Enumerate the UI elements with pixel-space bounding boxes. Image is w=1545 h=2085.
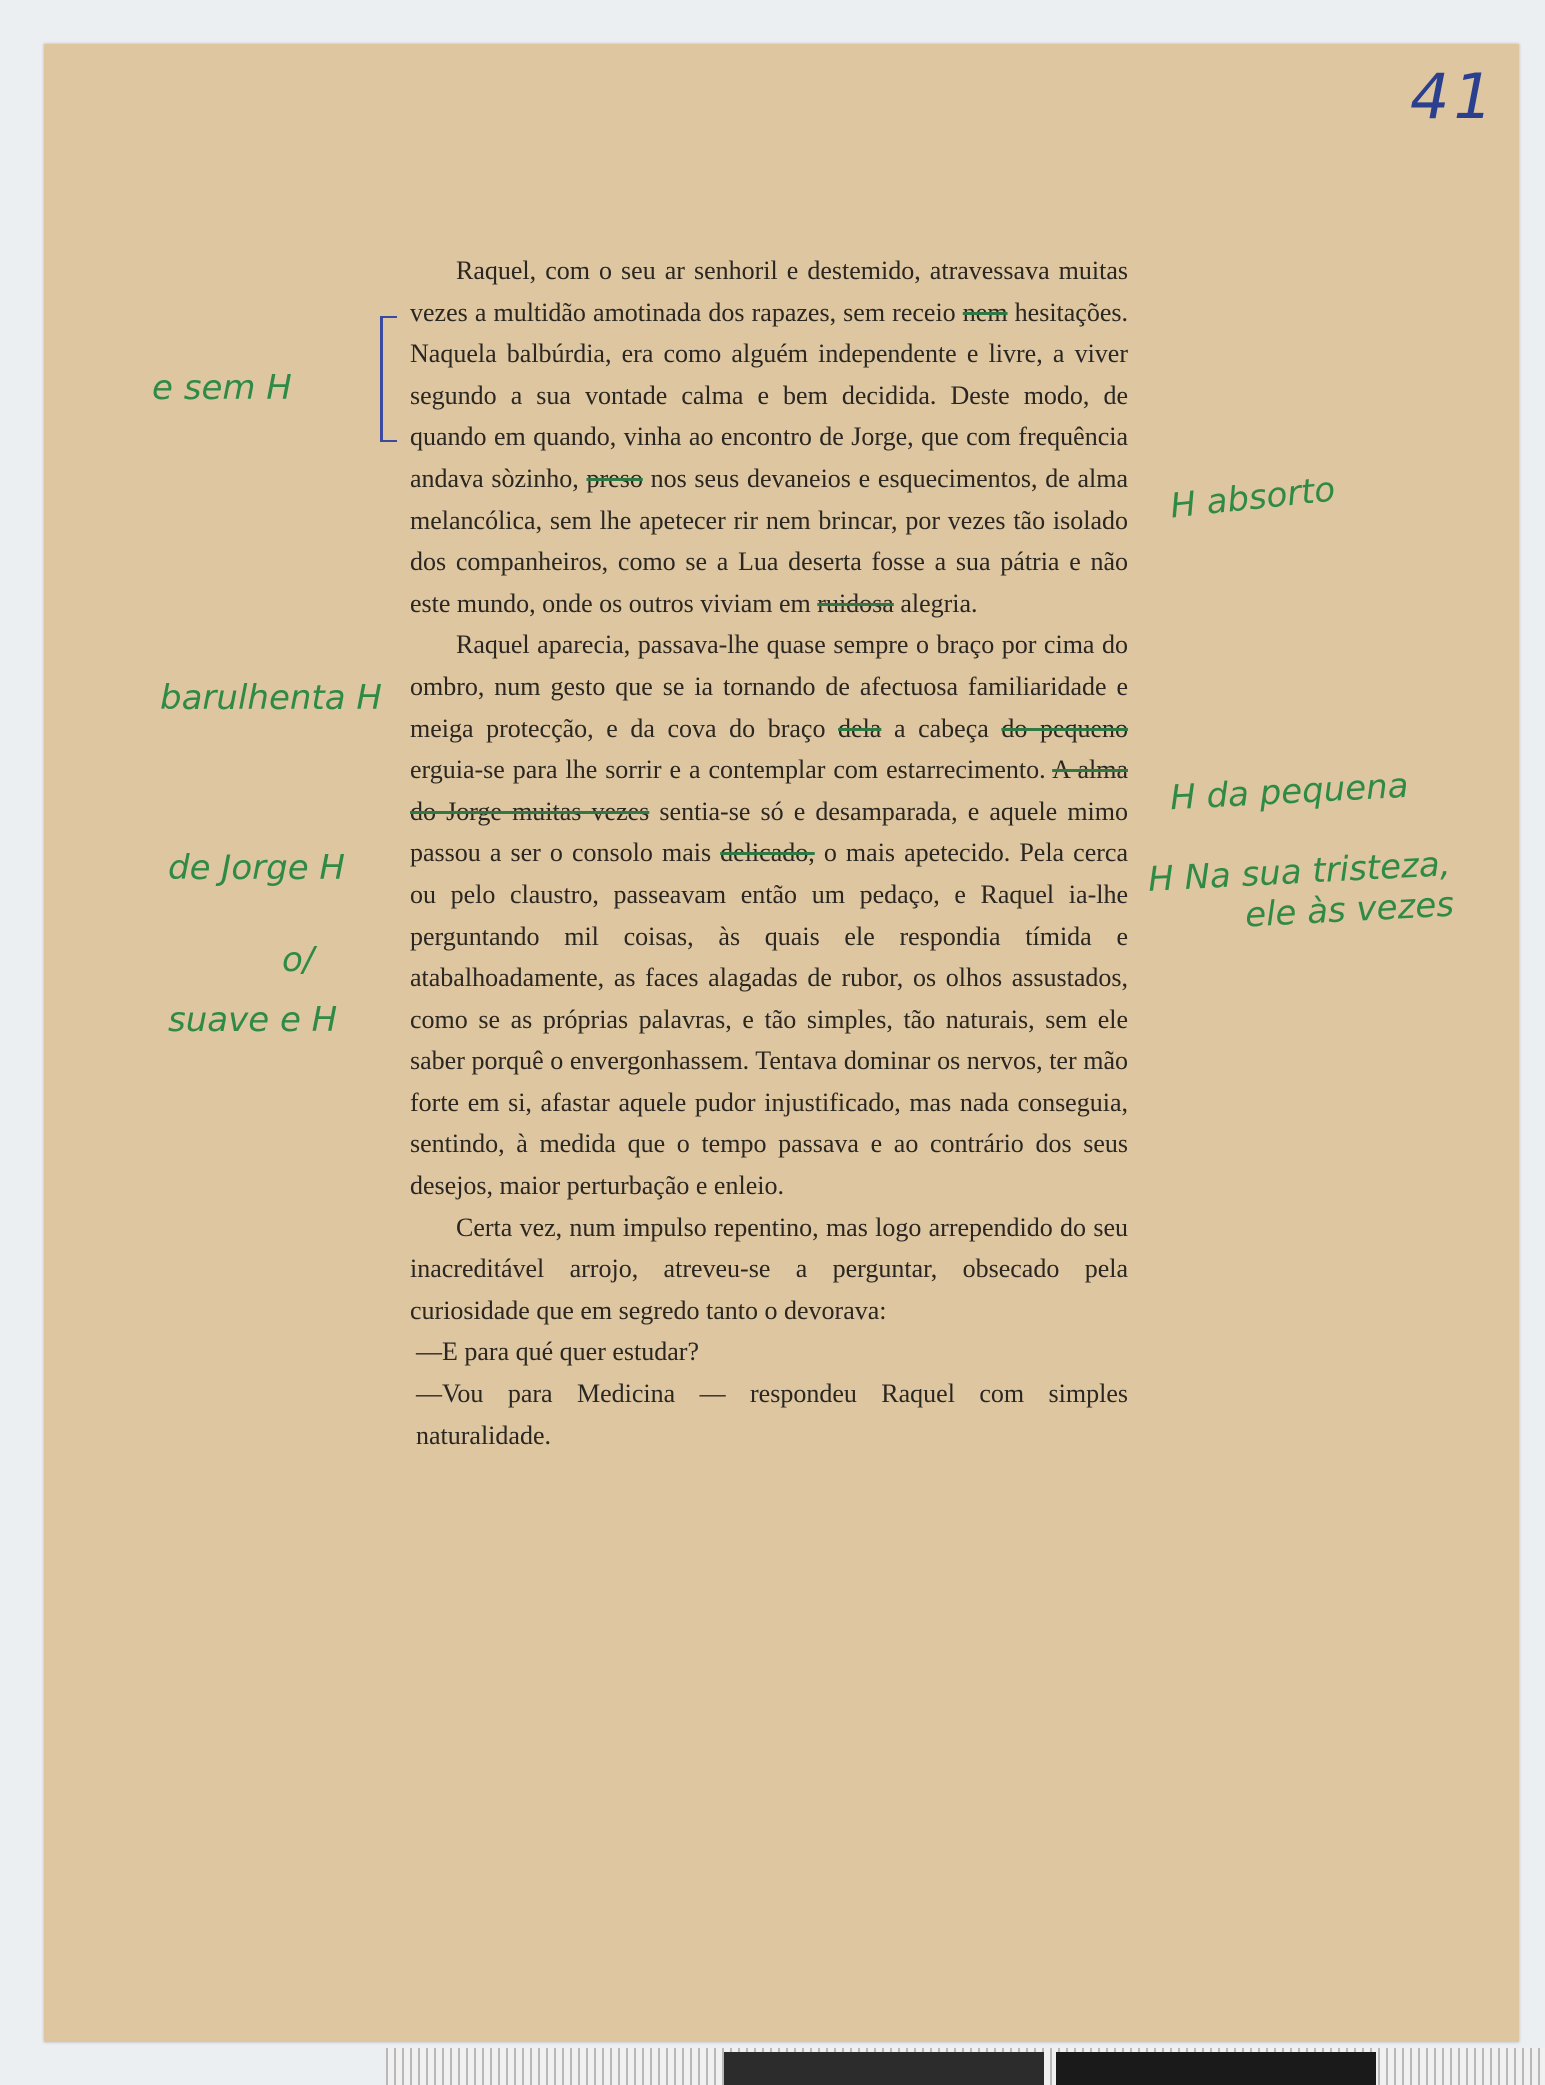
page-number: 41 — [1410, 60, 1497, 133]
margin-bracket-mark — [380, 316, 397, 442]
struck-word: nem — [962, 297, 1008, 327]
dialogue-line-1: —E para qué quer estudar? — [416, 1337, 699, 1367]
paragraph-3: Certa vez, num impulso repentino, mas logo arrependido do seu inacreditável arrojo, atreveu-se a perguntar, obsecado pela curiosidade que em segredo tanto o devorava: — [410, 1212, 1128, 1325]
margin-note-da-pequena: H da pequena — [1169, 765, 1410, 819]
color-bar-dark — [724, 2052, 1044, 2085]
margin-note-na-sua-tristeza: H Na sua tristeza, — [1147, 844, 1452, 900]
text-run: alegria. — [900, 588, 978, 618]
paragraph-2 — [410, 624, 1128, 1206]
struck-word: preso — [586, 463, 643, 493]
body-text — [410, 250, 1128, 1456]
text-run: Raquel aparecia, passava-lhe quase sempre o braço por cima do ombro, num gesto que se ia tornando de afectuosa familiaridade e meiga protecção, e da cova do braço — [410, 630, 1128, 743]
struck-word: ruidosa — [817, 588, 894, 618]
text-run: sentia-se só e desamparada, e aquele mimo passou a ser o consolo mais — [410, 796, 1129, 868]
scale-ruler — [386, 2048, 1545, 2085]
text-run: nos seus devaneios e esquecimentos, de alma melancólica, sem lhe apetecer rir nem brincar, por vezes tão isolado dos companheiros, como se a Lua deserta fosse a sua pátria e não este mundo, onde os outros viviam em — [410, 463, 1129, 618]
margin-note-o-slash: o/ — [282, 940, 315, 980]
struck-word: do pequeno — [1001, 713, 1129, 743]
struck-word: delicado, — [720, 838, 815, 868]
text-run: erguia-se para lhe sorrir e a contemplar com estarrecimento. — [410, 755, 1046, 785]
paragraph-1 — [410, 250, 1128, 624]
margin-note-barulhenta: barulhenta H — [160, 678, 382, 718]
margin-note-ele-as-vezes: ele às vezes — [1244, 884, 1455, 936]
dialogue-line-2: —Vou para Medicina — respondeu Raquel com simples naturalidade. — [416, 1379, 1128, 1450]
text-run: hesitações. Naquela balbúrdia, era como alguém independente e livre, a viver segundo a sua vontade calma e bem decidida. Deste modo, de quando em quando, vinha ao encontro de Jorge, que com frequência andava sòzinho, — [410, 297, 1128, 493]
margin-note-de-jorge: de Jorge H — [168, 848, 345, 888]
text-run: a cabeça — [893, 713, 989, 743]
text-run: Raquel, com o seu ar senhoril e destemido, atravessava muitas vezes a multidão amotinada dos rapazes, sem receio — [410, 256, 1128, 327]
struck-word: dela — [838, 713, 882, 743]
struck-sentence: A alma do Jorge muitas vezes — [410, 755, 1128, 826]
color-bar-black — [1056, 2052, 1376, 2085]
margin-note-absorto: H absorto — [1168, 469, 1338, 527]
margin-note-e-sem: e sem H — [152, 368, 292, 408]
margin-note-suave: suave e H — [168, 1000, 338, 1040]
text-run: o mais apetecido. Pela cerca ou pelo claustro, passeavam então um pedaço, e Raquel ia-lhe perguntando mil coisas, às quais ele respondia tímida e atabalhoadamente, as faces alagadas de rubor, os olhos assustados, como se as próprias palavras, e tão simples, tão naturais, sem ele saber porquê o envergonhassem. Tentava dominar os nervos, ter mão forte em si, afastar aquele pudor injustificado, mas nada conseguia, sentindo, à medida que o tempo passava e ao contrário dos seus desejos, maior perturbação e enleio. — [410, 838, 1129, 1201]
